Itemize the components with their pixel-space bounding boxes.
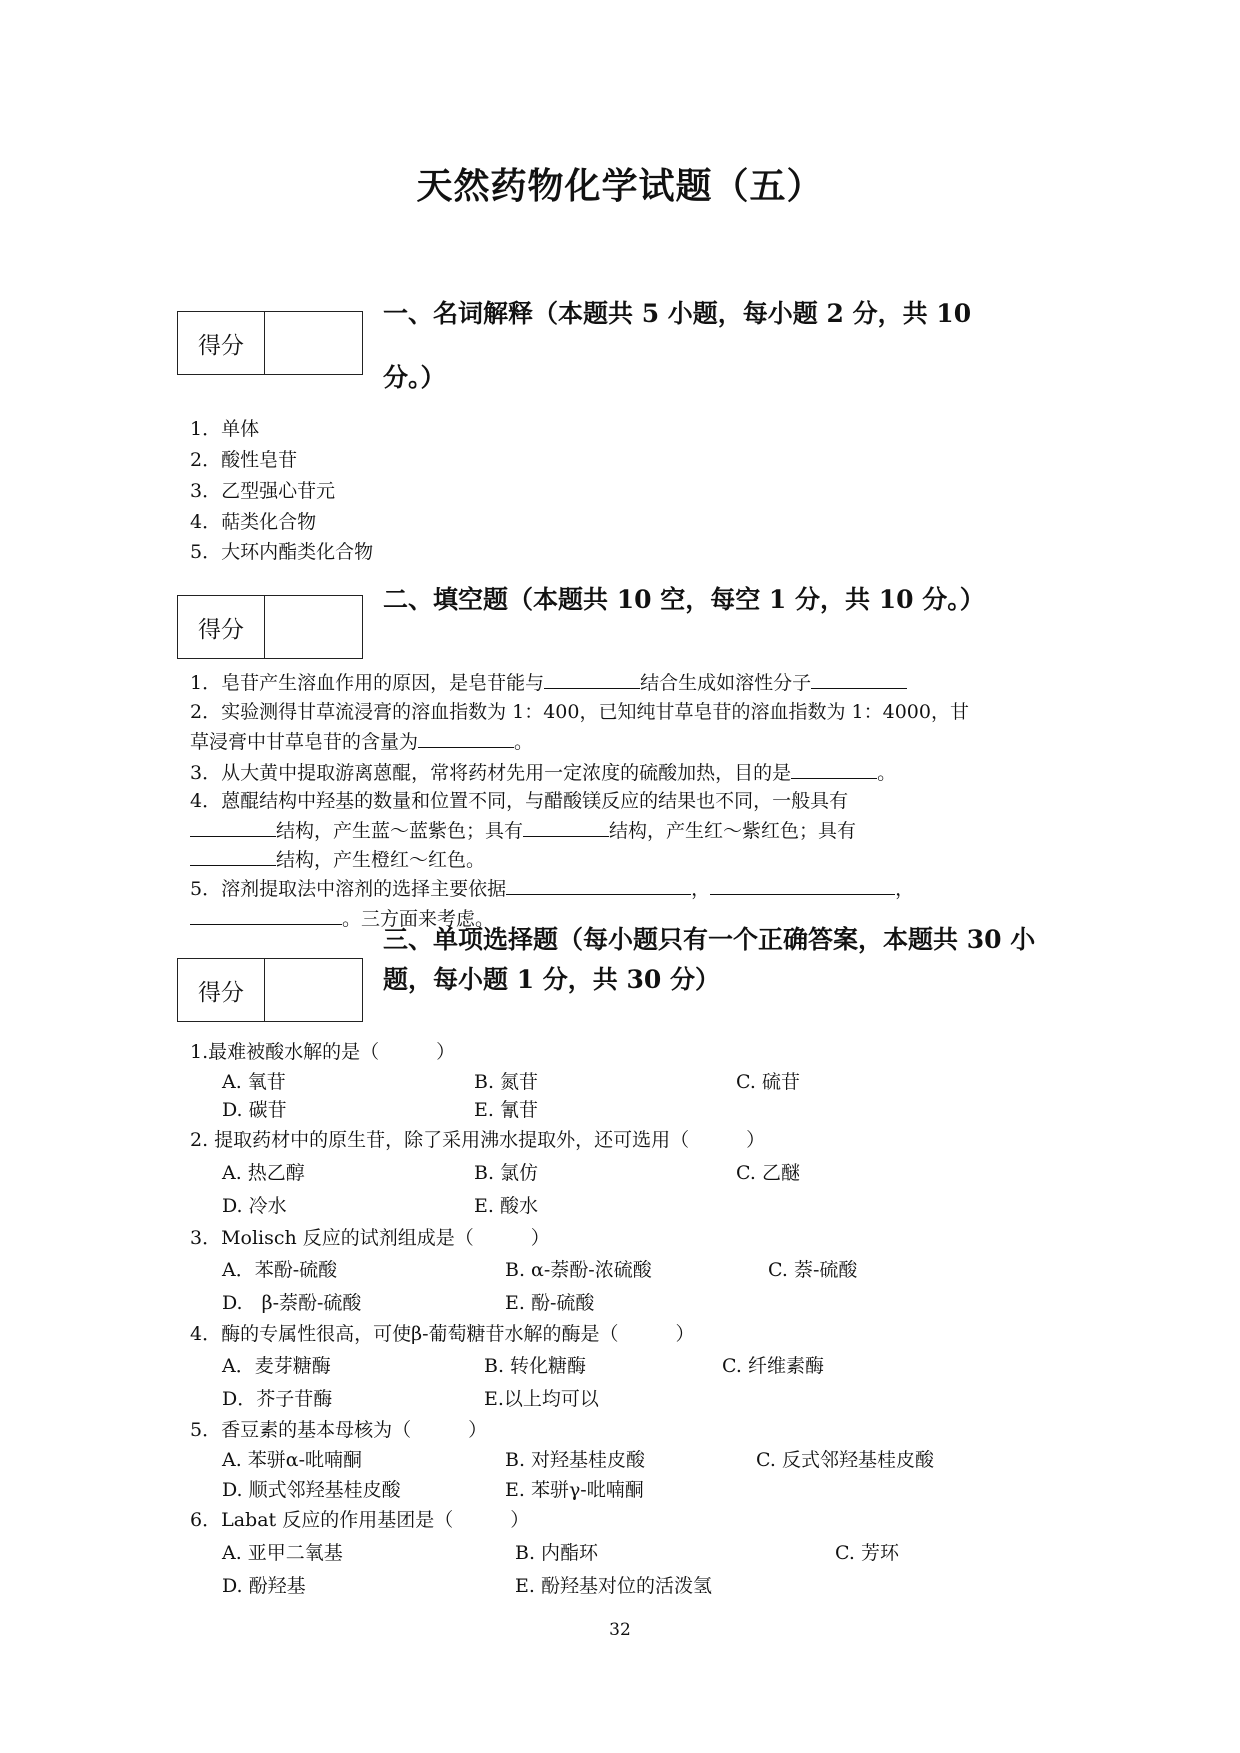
- answer-blank[interactable]: [190, 816, 276, 837]
- fill-question-3: [190, 758, 896, 787]
- question-text: 5．溶剂提取法中溶剂的选择主要依据: [190, 878, 507, 900]
- score-label: 得分: [178, 959, 265, 1021]
- answer-blank[interactable]: [418, 727, 514, 748]
- question-text: 。: [877, 762, 897, 784]
- option-b[interactable]: B. 转化糖酶: [484, 1355, 587, 1377]
- score-value-cell[interactable]: [265, 312, 362, 374]
- option-a[interactable]: A. 亚甲二氧基: [222, 1542, 343, 1564]
- question-text: ，: [691, 878, 711, 900]
- fill-question-1: [190, 668, 907, 697]
- term-item: 3．乙型强心苷元: [190, 480, 336, 502]
- choice-question: 5．香豆素的基本母核为（ ）: [190, 1419, 488, 1441]
- section-3-heading: [383, 920, 1073, 1000]
- option-c[interactable]: C. 乙醚: [736, 1162, 800, 1184]
- section-1-heading-line1: 一、名词解释（本题共 5 小题，每小题 2 分，共 10: [383, 299, 972, 328]
- fill-question-5-line1: [190, 874, 914, 903]
- option-d[interactable]: D. 碳苷: [222, 1099, 287, 1121]
- answer-blank[interactable]: [710, 874, 895, 895]
- score-label: 得分: [178, 312, 265, 374]
- option-a[interactable]: A. 热乙醇: [222, 1162, 305, 1184]
- score-label: 得分: [178, 596, 265, 658]
- answer-blank[interactable]: [544, 668, 640, 689]
- option-a[interactable]: A. 苯骈α-吡喃酮: [222, 1449, 363, 1471]
- choice-question: 2. 提取药材中的原生苷，除了采用沸水提取外，还可选用（ ）: [190, 1129, 766, 1151]
- fill-question-4-line3: [190, 845, 485, 874]
- question-text: 。三方面来考虑。: [342, 908, 495, 930]
- question-text: ，: [895, 878, 915, 900]
- question-text: 结构，产生橙红～红色。: [276, 849, 486, 871]
- option-e[interactable]: E. 酚羟基对位的活泼氢: [515, 1575, 712, 1597]
- score-value-cell[interactable]: [265, 596, 362, 658]
- choice-question: 4．酶的专属性很高，可使β-葡萄糖苷水解的酶是（ ）: [190, 1323, 695, 1345]
- option-b[interactable]: B. 内酯环: [515, 1542, 599, 1564]
- option-c[interactable]: C. 反式邻羟基桂皮酸: [756, 1449, 934, 1471]
- option-d[interactable]: D. 顺式邻羟基桂皮酸: [222, 1479, 401, 1501]
- option-a[interactable]: A．苯酚-硫酸: [222, 1259, 338, 1281]
- fill-question-2-line2: [190, 727, 533, 756]
- option-e[interactable]: E.以上均可以: [484, 1388, 599, 1410]
- option-c[interactable]: C. 芳环: [835, 1542, 899, 1564]
- question-text: 1．皂苷产生溶血作用的原因，是皂苷能与: [190, 672, 545, 694]
- answer-blank[interactable]: [523, 816, 609, 837]
- option-b[interactable]: B. 氯仿: [474, 1162, 539, 1184]
- option-e[interactable]: E. 氰苷: [474, 1099, 538, 1121]
- fill-question-2-line1: 2．实验测得甘草流浸膏的溶血指数为 1：400，已知纯甘草皂苷的溶血指数为 1：4000，甘: [190, 701, 969, 723]
- option-c[interactable]: C. 萘-硫酸: [768, 1259, 858, 1281]
- answer-blank[interactable]: [190, 904, 342, 925]
- section-3-heading-line2: 题，每小题 1 分，共 30 分）: [383, 965, 721, 994]
- choice-question: 3．Molisch 反应的试剂组成是（ ）: [190, 1227, 550, 1249]
- answer-blank[interactable]: [190, 845, 276, 866]
- option-b[interactable]: B. 氮苷: [474, 1071, 539, 1093]
- option-a[interactable]: A．麦芽糖酶: [222, 1355, 331, 1377]
- page-title: 天然药物化学试题（五）: [416, 165, 824, 207]
- score-box-2: [177, 595, 363, 659]
- fill-question-4-line2: [190, 816, 856, 845]
- question-text: 。: [514, 731, 534, 753]
- choice-question: 6．Labat 反应的作用基团是（ ）: [190, 1509, 530, 1531]
- option-e[interactable]: E. 酸水: [474, 1195, 538, 1217]
- term-item: 1．单体: [190, 418, 260, 440]
- section-1-heading: [383, 282, 1073, 410]
- option-e[interactable]: E. 苯骈γ-吡喃酮: [505, 1479, 644, 1501]
- option-c[interactable]: C. 硫苷: [736, 1071, 800, 1093]
- choice-question: 1.最难被酸水解的是（ ）: [190, 1041, 456, 1063]
- term-item: 4．萜类化合物: [190, 511, 317, 533]
- question-text: 结构，产生红～紫红色；具有: [609, 820, 857, 842]
- option-e[interactable]: E. 酚-硫酸: [505, 1292, 595, 1314]
- option-c[interactable]: C. 纤维素酶: [722, 1355, 824, 1377]
- page-number: 32: [609, 1620, 631, 1640]
- question-text: 结合生成如溶性分子: [640, 672, 812, 694]
- question-text: 草浸膏中甘草皂苷的含量为: [190, 731, 419, 753]
- question-text: 3．从大黄中提取游离蒽醌，常将药材先用一定浓度的硫酸加热，目的是: [190, 762, 792, 784]
- term-item: 2．酸性皂苷: [190, 449, 298, 471]
- score-value-cell[interactable]: [265, 959, 362, 1021]
- question-text: 结构，产生蓝～蓝紫色；具有: [276, 820, 524, 842]
- option-a[interactable]: A. 氧苷: [222, 1071, 286, 1093]
- option-d[interactable]: D. 酚羟基: [222, 1575, 306, 1597]
- option-d[interactable]: D．芥子苷酶: [222, 1388, 333, 1410]
- answer-blank[interactable]: [506, 874, 691, 895]
- option-b[interactable]: B. 对羟基桂皮酸: [505, 1449, 646, 1471]
- term-item: 5．大环内酯类化合物: [190, 541, 374, 563]
- answer-blank[interactable]: [811, 668, 907, 689]
- score-box-3: [177, 958, 363, 1022]
- option-d[interactable]: D. 冷水: [222, 1195, 287, 1217]
- score-box-1: [177, 311, 363, 375]
- option-d[interactable]: D. β-萘酚-硫酸: [222, 1292, 362, 1314]
- answer-blank[interactable]: [791, 758, 877, 779]
- section-1-heading-line2: 分。）: [383, 363, 446, 392]
- section-3-heading-line1: 三、单项选择题（每小题只有一个正确答案，本题共 30 小: [383, 925, 1036, 954]
- section-2-heading: 二、填空题（本题共 10 空，每空 1 分，共 10 分。）: [383, 585, 985, 614]
- option-b[interactable]: B. α-萘酚-浓硫酸: [505, 1259, 652, 1281]
- fill-question-4-line1: 4．蒽醌结构中羟基的数量和位置不同，与醋酸镁反应的结果也不同，一般具有: [190, 790, 849, 812]
